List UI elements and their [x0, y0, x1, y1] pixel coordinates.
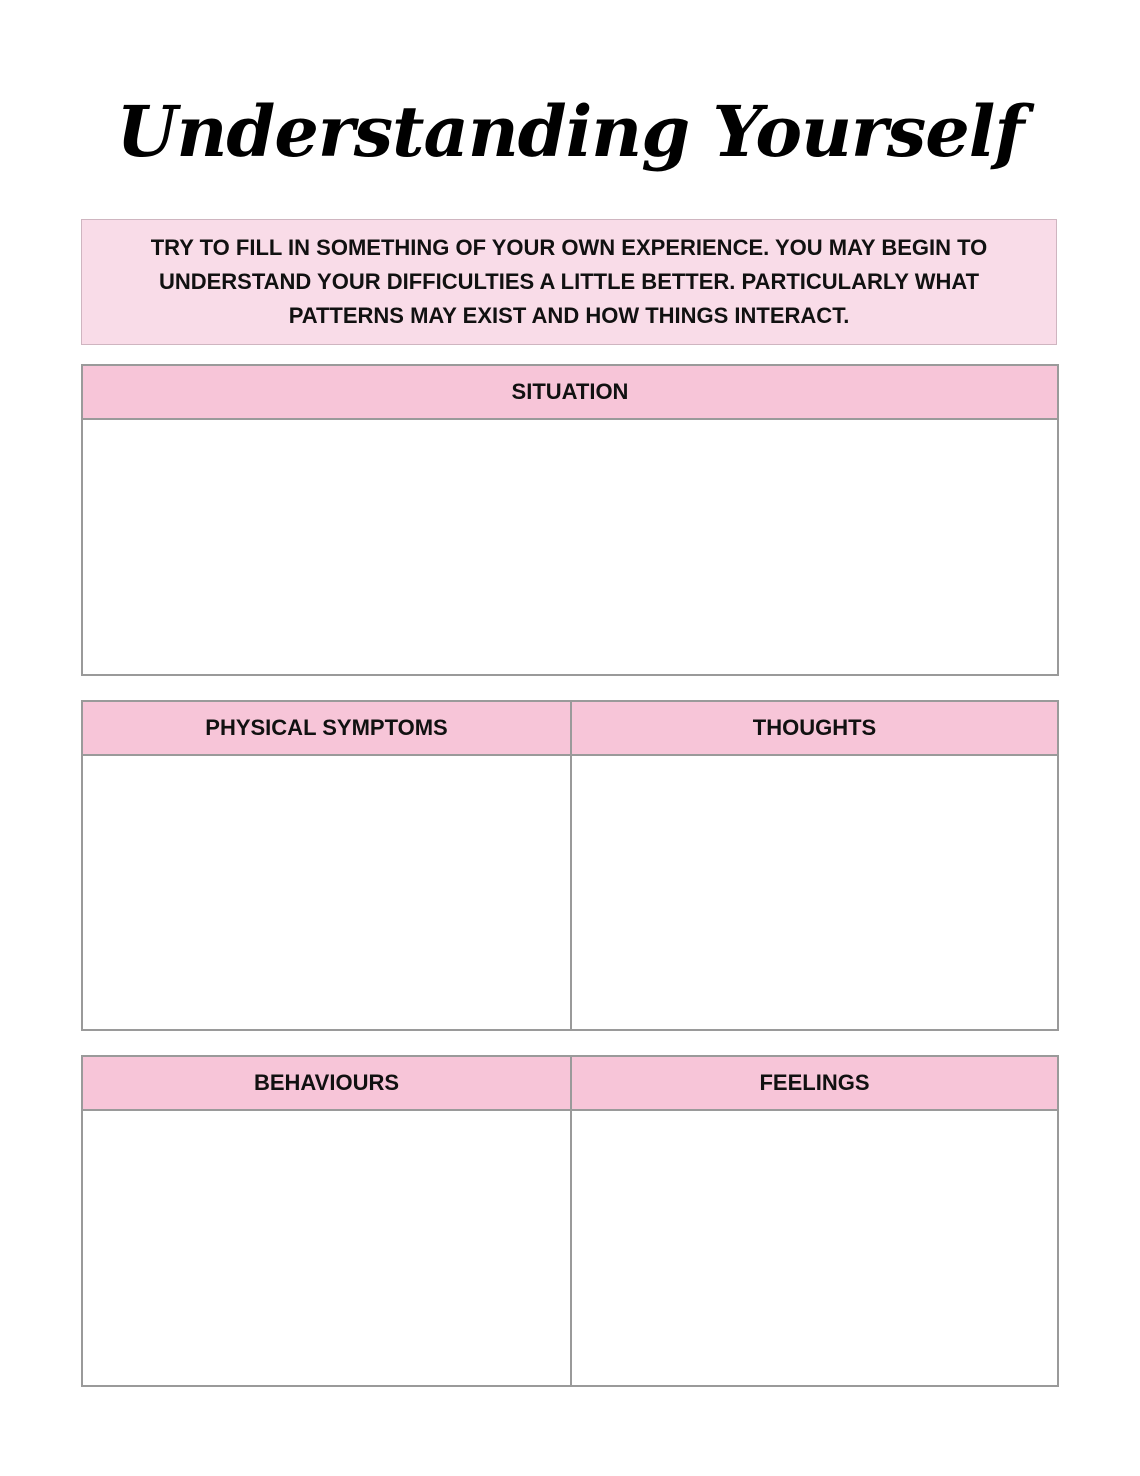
page-title: Understanding Yourself	[116, 90, 1024, 173]
instructions-box	[81, 219, 1057, 345]
physical-symptoms-write-area[interactable]	[83, 756, 570, 1029]
physical-symptoms-header: PHYSICAL SYMPTOMS	[83, 702, 570, 756]
behaviours-feelings-box	[81, 1055, 1059, 1387]
behaviours-write-area[interactable]	[83, 1111, 570, 1385]
feelings-write-area[interactable]	[572, 1111, 1057, 1385]
situation-box	[81, 364, 1059, 676]
symptoms-thoughts-box	[81, 700, 1059, 1031]
behaviours-header: BEHAVIOURS	[83, 1057, 570, 1111]
thoughts-write-area[interactable]	[572, 756, 1057, 1029]
feelings-header: FEELINGS	[572, 1057, 1057, 1111]
situation-header: SITUATION	[83, 366, 1057, 420]
thoughts-header: THOUGHTS	[572, 702, 1057, 756]
instructions-text: TRY TO FILL IN SOMETHING OF YOUR OWN EXPERIENCE. YOU MAY BEGIN TO UNDERSTAND YOUR DIFFICULTIES A LITTLE BETTER. PARTICULARLY WHAT PATTERNS MAY EXIST AND HOW THINGS INTERACT.	[150, 235, 988, 328]
situation-write-area[interactable]	[83, 420, 1057, 674]
